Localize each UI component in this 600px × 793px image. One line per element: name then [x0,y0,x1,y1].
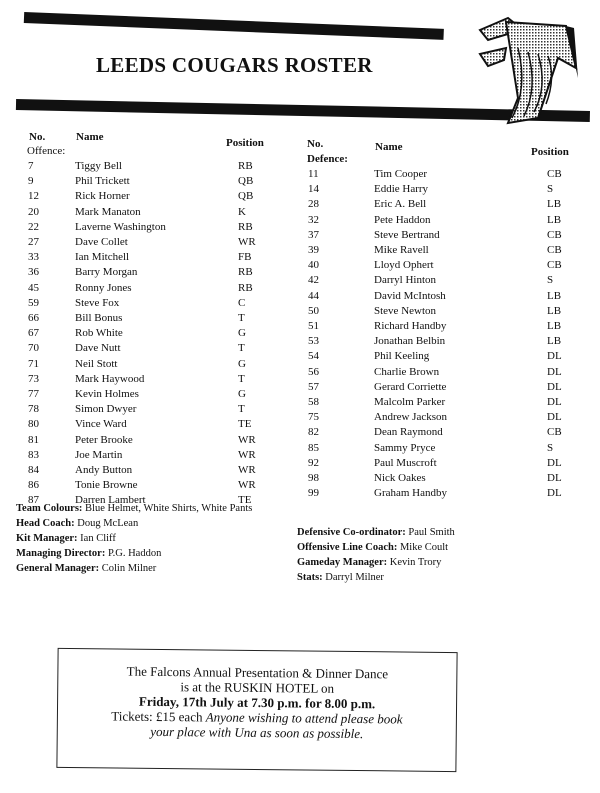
player-number: 36 [28,266,39,279]
player-position: S [547,441,554,454]
player-name: Richard Handby [374,320,447,332]
player-position: RB [238,266,253,279]
player-name: Rick Horner [75,190,130,203]
player-name: Ian Mitchell [75,251,130,264]
player-number: 11 [308,168,319,180]
player-name: Steve Newton [374,304,437,317]
player-number: 87 [28,494,39,507]
player-name: Steve Bertrand [374,228,440,241]
player-position: CB [547,228,562,241]
player-number: 67 [28,327,39,340]
player-name: Laverne Washington [75,220,166,233]
player-name: Rob White [75,327,123,340]
player-position: T [238,342,245,355]
player-position: TE [238,418,252,431]
player-number: 83 [28,448,39,461]
player-number: 14 [308,183,319,196]
player-name: Vince Ward [75,418,127,431]
offence-section-label: Offence: [27,145,66,157]
player-number: 27 [28,236,39,248]
player-position: WR [238,433,256,446]
player-number: 33 [28,251,39,264]
offence-col-name: Name [76,131,104,143]
player-position: S [547,183,554,196]
player-name: Ronny Jones [75,281,132,294]
defence-col-name: Name [375,141,403,153]
player-name: Neil Stott [75,357,118,370]
player-position: WR [238,479,256,492]
staff-defensive-coordinator: Defensive Co-ordinator: Paul Smith [297,527,455,538]
player-name: Steve Fox [75,296,120,309]
player-name: Dave Nutt [75,342,121,355]
player-name: Tiggy Bell [75,160,122,172]
dinner-dance-notice [56,648,457,772]
player-position: WR [238,448,256,461]
player-name: Sammy Pryce [374,441,436,454]
player-number: 82 [308,426,319,439]
player-position: DL [547,456,562,469]
player-position: DL [547,411,562,424]
player-number: 98 [308,472,319,484]
player-name: Mike Ravell [374,244,429,256]
header-banner [0,0,600,130]
staff-team-colours: Team Colours: Blue Helmet, White Shirts, White Pants [16,503,253,514]
player-number: 70 [28,342,39,355]
player-name: Bill Bonus [75,312,123,324]
player-name: Nick Oakes [374,472,426,484]
defence-section-label: Defence: [307,153,348,165]
player-name: Phil Keeling [374,350,430,363]
player-number: 42 [308,274,319,287]
player-number: 37 [308,228,319,241]
player-name: Tim Cooper [374,168,428,180]
player-position: LB [547,198,562,211]
player-name: Mark Manaton [75,205,141,218]
player-number: 58 [308,396,319,408]
banner-stripe-top [24,12,444,40]
player-position: T [238,372,245,385]
player-name: Jonathan Belbin [374,335,446,348]
player-name: Lloyd Ophert [374,259,434,272]
player-number: 44 [308,289,319,302]
player-position: QB [238,190,254,203]
player-number: 53 [308,335,319,348]
offence-col-no: No. [29,131,46,143]
staff-kit-manager: Kit Manager: Ian Cliff [16,533,116,544]
player-name: Peter Brooke [75,433,133,446]
falcon-logo-icon [478,8,600,128]
player-position: WR [238,464,256,476]
player-number: 66 [28,312,39,324]
player-position: TE [238,494,252,507]
player-number: 54 [308,350,319,363]
player-number: 78 [28,403,39,416]
player-number: 50 [308,304,319,317]
player-name: Phil Trickett [75,175,130,188]
player-number: 57 [308,380,319,393]
player-position: LB [547,304,562,317]
player-position: DL [547,396,562,408]
player-position: LB [547,289,562,302]
player-position: G [238,327,246,340]
staff-head-coach: Head Coach: Doug McLean [16,518,139,529]
player-number: 28 [308,198,319,211]
page-title: LEEDS COUGARS ROSTER [96,53,373,77]
player-position: CB [547,259,562,272]
player-number: 85 [308,441,319,454]
player-name: Darryl Hinton [374,274,437,287]
player-position: DL [547,380,562,393]
player-name: Gerard Corriette [374,380,447,393]
player-number: 75 [308,411,319,424]
player-position: T [238,312,245,324]
player-number: 32 [308,213,319,226]
staff-offensive-line-coach: Offensive Line Coach: Mike Coult [297,542,449,553]
staff-stats: Stats: Darryl Milner [297,572,384,583]
player-name: Dave Collet [75,236,128,248]
player-number: 40 [308,259,319,272]
player-number: 22 [28,220,39,233]
player-number: 45 [28,281,39,294]
player-position: LB [547,213,562,226]
player-name: Joe Martin [75,448,123,461]
player-position: C [238,296,246,309]
player-number: 84 [28,464,39,476]
player-position: T [238,403,245,416]
player-number: 7 [28,160,34,172]
player-name: Dean Raymond [374,426,443,439]
player-number: 56 [308,365,319,378]
player-position: RB [238,160,253,172]
player-position: CB [547,244,562,256]
player-name: Andrew Jackson [374,411,448,424]
notice-line-5: your place with Una as soon as possible. [150,723,364,742]
player-name: Simon Dwyer [75,403,137,416]
player-name: Eric A. Bell [374,198,427,211]
player-number: 51 [308,320,319,332]
player-name: Tonie Browne [75,479,138,492]
player-position: RB [238,220,253,233]
player-position: CB [547,168,562,180]
staff-managing-director: Managing Director: P.G. Haddon [16,548,162,559]
player-position: DL [547,365,562,378]
player-number: 71 [28,357,39,370]
notice-line-3: Friday, 17th July at 7.30 p.m. for 8.00 p.m. [138,693,376,712]
player-name: Malcolm Parker [374,396,446,408]
player-number: 12 [28,190,39,203]
player-position: RB [238,281,253,294]
player-number: 73 [28,372,39,385]
player-number: 39 [308,244,319,256]
player-name: David McIntosh [374,289,446,302]
notice-line-2: is at the RUSKIN HOTEL on [180,679,335,696]
player-position: G [238,357,246,370]
player-position: DL [547,487,562,500]
player-position: G [238,388,246,400]
player-position: FB [238,251,252,264]
player-position: WR [238,236,256,248]
player-position: K [238,205,246,218]
player-number: 77 [28,388,39,400]
player-position: DL [547,350,562,363]
player-number: 99 [308,487,319,500]
notice-line-4: Tickets: £15 each Anyone wishing to attend please book [111,708,403,727]
player-name: Kevin Holmes [75,388,139,400]
player-name: Graham Handby [374,487,448,500]
player-name: Paul Muscroft [374,456,437,469]
player-name: Pete Haddon [374,213,431,226]
player-number: 59 [28,296,39,309]
player-number: 80 [28,418,39,431]
player-position: LB [547,335,562,348]
offence-col-position: Position [226,137,264,149]
defence-col-position: Position [531,146,569,158]
player-name: Darren Lambert [75,494,146,507]
player-name: Charlie Brown [374,365,440,378]
notice-line-1: The Falcons Annual Presentation & Dinner Dance [126,663,389,682]
player-number: 81 [28,433,39,446]
staff-general-manager: General Manager: Colin Milner [16,563,157,574]
player-name: Eddie Harry [374,183,429,196]
player-position: DL [547,472,562,484]
player-position: QB [238,175,254,188]
player-name: Mark Haywood [75,372,145,385]
player-position: CB [547,426,562,439]
player-name: Andy Button [75,464,133,476]
staff-gameday-manager: Gameday Manager: Kevin Trory [297,557,442,568]
defence-col-no: No. [307,138,324,150]
player-position: LB [547,320,562,332]
player-position: S [547,274,554,287]
player-number: 20 [28,205,39,218]
player-number: 92 [308,456,319,469]
player-number: 86 [28,479,39,492]
player-name: Barry Morgan [75,266,138,279]
player-number: 9 [28,175,34,188]
